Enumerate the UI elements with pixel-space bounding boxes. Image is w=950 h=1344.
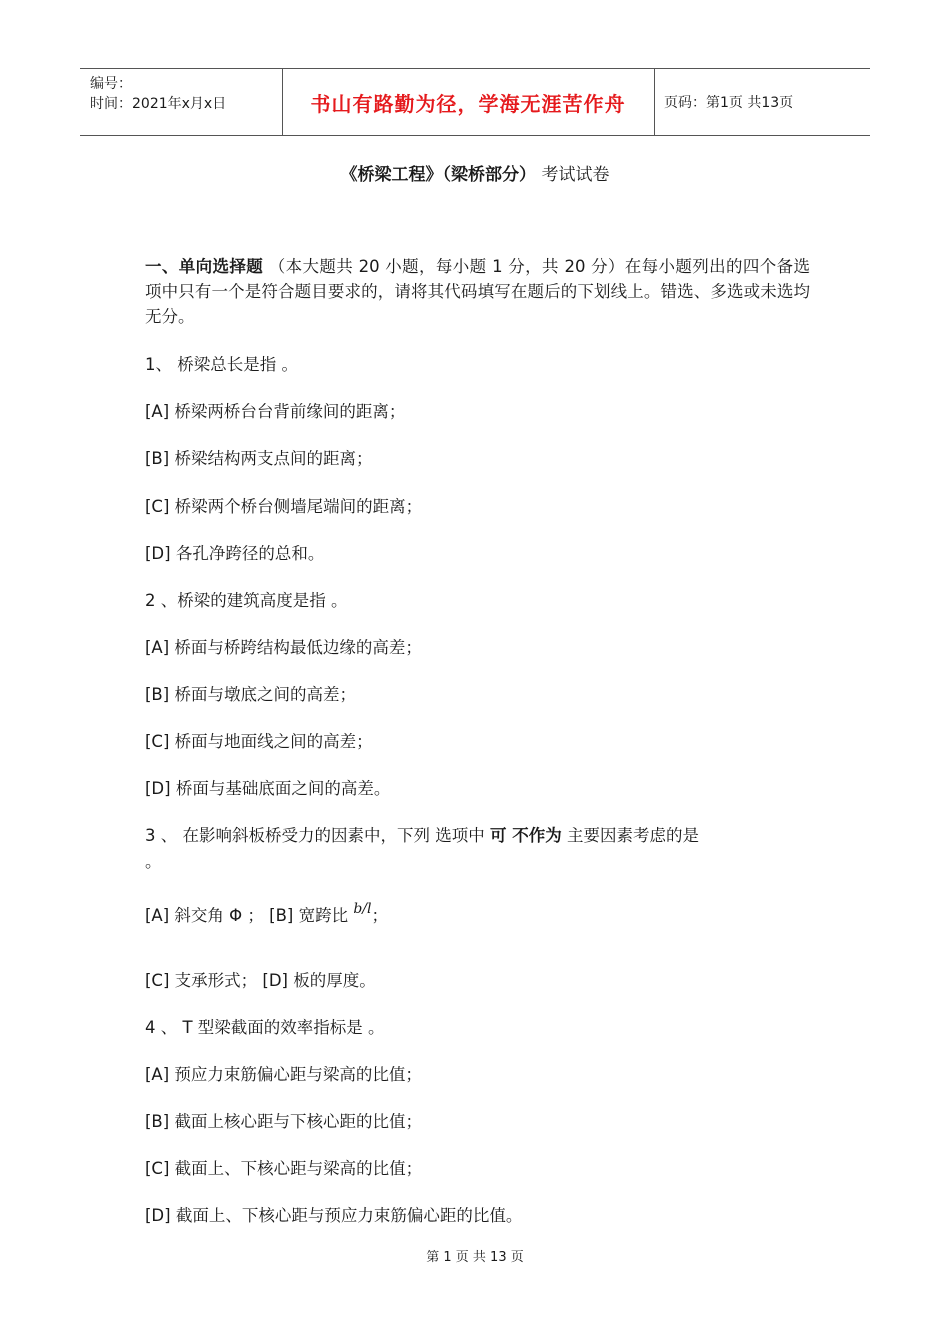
question-3-stem-b: 主要因素考虑的是 [561,826,699,845]
question-3-option-ab-text: [A] 斜交角 Φ ； [B] 宽跨比 [145,906,349,925]
question-1-option-b: [B] 桥梁结构两支点间的距离； [145,449,373,468]
question-4-option-c: [C] 截面上、下核心距与梁高的比值； [145,1159,423,1178]
section-heading: 一、单向选择题 [145,257,264,276]
question-4-option-b: [B] 截面上核心距与下核心距的比值； [145,1112,422,1131]
section-intro [145,254,810,329]
question-3-stem-end: 。 [145,852,162,871]
header-meta [90,74,226,114]
time-label: 时间：2021年x月x日 [90,96,227,112]
number-label: 编号： [90,76,132,92]
title-main: 《桥梁工程》（梁桥部分） [340,165,537,185]
question-1-option-d: [D] 各孔净跨径的总和。 [145,544,325,563]
exam-content [145,254,811,1225]
page-footer: 第 1 页 共 13 页 [426,1250,524,1265]
question-1-option-a: [A] 桥梁两桥台台背前缘间的距离； [145,402,406,421]
header-divider-right [654,68,655,136]
question-2-stem: 2 、桥梁的建筑高度是指 。 [145,591,348,610]
question-3-stem [145,822,699,846]
question-3-option-ab-end: ； [371,906,388,925]
section-instructions: （本大题共 20 小题，每小题 1 分，共 20 分）在每小题列出的四个备选项中只有一个是符合题目要求的，请将其代码填写在题后的下划线上。错选、多选或未选均无分。 [145,257,811,326]
document-title [0,160,950,185]
question-2-option-b: [B] 桥面与墩底之间的高差； [145,685,356,704]
title-suffix: 考试试卷 [541,165,610,185]
question-2-option-a: [A] 桥面与桥跨结构最低边缘的高差； [145,638,422,657]
header-motto: 书山有路勤为径，学海无涯苦作舟 [310,91,626,116]
question-1-stem: 1、 桥梁总长是指 。 [145,355,298,374]
question-2-option-d: [D] 桥面与基础底面之间的高差。 [145,779,391,798]
question-3-options-ab [145,902,388,926]
question-3-options-cd: [C] 支承形式； [D] 板的厚度。 [145,971,376,990]
page-header [80,68,870,136]
header-page-info: 页码：第1页 共13页 [664,95,794,111]
question-3-emphasis: 可 不作为 [489,826,562,845]
question-2-option-c: [C] 桥面与地面线之间的高差； [145,732,373,751]
question-4-stem: 4 、 T 型梁截面的效率指标是 。 [145,1018,385,1037]
question-4-option-d: [D] 截面上、下核心距与预应力束筋偏心距的比值。 [145,1206,523,1225]
width-span-ratio-formula: b/l [353,901,372,917]
question-4-option-a: [A] 预应力束筋偏心距与梁高的比值； [145,1065,422,1084]
question-1-option-c: [C] 桥梁两个桥台侧墙尾端间的距离； [145,497,423,516]
question-3-stem-a: 3 、 在影响斜板桥受力的因素中，下列 选项中 [145,826,490,845]
